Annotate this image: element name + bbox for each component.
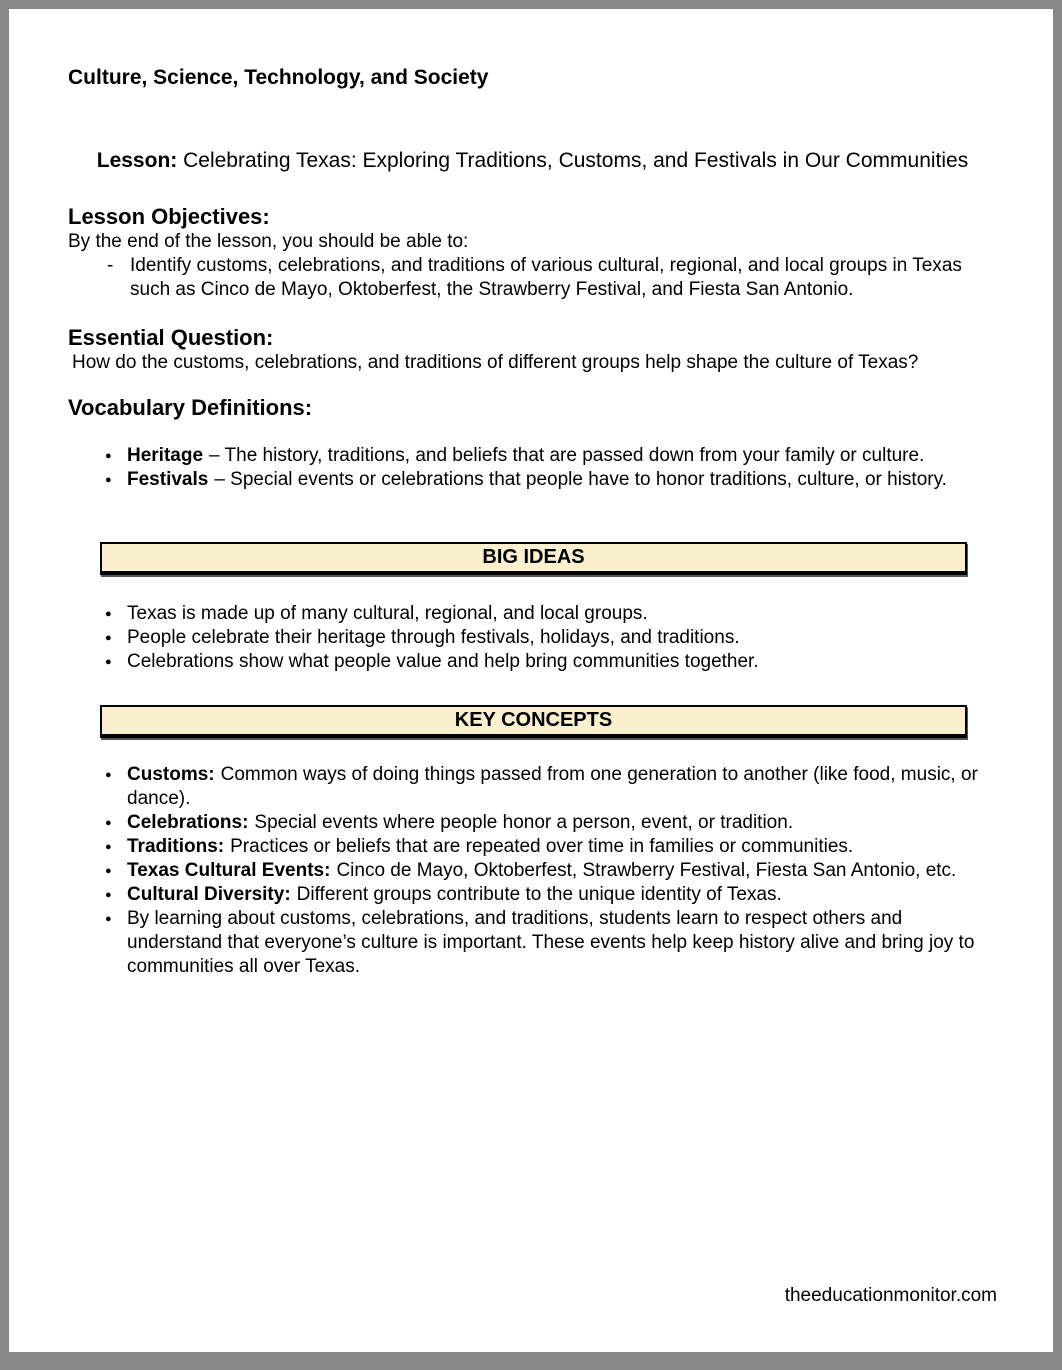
vocabulary-heading: Vocabulary Definitions: — [68, 395, 313, 420]
big-idea-text: People celebrate their heritage through festivals, holidays, and traditions. — [127, 627, 740, 648]
bullet-marker: ● — [105, 817, 112, 829]
big-idea-text: Celebrations show what people value and help bring communities together. — [127, 651, 759, 672]
list-item — [105, 883, 997, 907]
document-page — [9, 9, 1053, 1352]
vocab-definition: – The history, traditions, and beliefs that are passed down from your family or culture. — [209, 445, 925, 466]
list-item — [105, 444, 997, 468]
essential-question-heading: Essential Question: — [68, 325, 274, 350]
list-item — [105, 859, 997, 883]
list-item — [105, 763, 997, 811]
objective-text: Identify customs, celebrations, and traditions of various cultural, regional, and local groups in Texas such as Cinco de Mayo, Oktoberfest, the Strawberry Festival, and Fiesta San Antonio. — [130, 255, 962, 300]
essential-question-text: How do the customs, celebrations, and traditions of different groups help shape the culture of Texas? — [72, 352, 919, 373]
section-lesson-objectives — [68, 203, 997, 302]
list-item — [105, 650, 997, 674]
bullet-marker: ● — [105, 889, 112, 901]
list-item — [107, 254, 997, 302]
list-item — [105, 602, 997, 626]
bullet-marker: ● — [105, 913, 112, 925]
vocabulary-list — [68, 444, 997, 492]
big-ideas-banner: BIG IDEAS — [100, 542, 967, 575]
concept-definition: Practices or beliefs that are repeated over time in families or communities. — [230, 836, 854, 857]
bullet-marker: ● — [105, 608, 112, 620]
document-title: Culture, Science, Technology, and Society — [68, 66, 489, 89]
vocab-term: Festivals — [127, 469, 209, 490]
dash-marker: - — [107, 255, 114, 276]
big-idea-text: Texas is made up of many cultural, regional, and local groups. — [127, 603, 648, 624]
lesson-objectives-list — [68, 254, 997, 302]
lesson-title — [68, 146, 997, 176]
concept-definition: By learning about customs, celebrations, and traditions, students learn to respect others and understand that everyone’s culture is important. These events help keep history alive and bring joy to communities all over Texas. — [127, 908, 975, 977]
key-concepts-list — [68, 763, 997, 979]
bullet-marker: ● — [105, 450, 112, 462]
lesson-label: Lesson: — [96, 149, 178, 172]
key-concepts-banner: KEY CONCEPTS — [100, 705, 967, 738]
concept-definition: Cinco de Mayo, Oktoberfest, Strawberry Festival, Fiesta San Antonio, etc. — [336, 860, 957, 881]
concept-definition: Special events where people honor a person, event, or tradition. — [254, 812, 794, 833]
list-item — [105, 626, 997, 650]
list-item — [105, 468, 997, 492]
bullet-marker: ● — [105, 769, 112, 781]
section-vocabulary — [68, 394, 997, 492]
concept-definition: Common ways of doing things passed from one generation to another (like food, music, or dance). — [127, 764, 978, 809]
bullet-marker: ● — [105, 474, 112, 486]
lesson-objectives-heading: Lesson Objectives: — [68, 204, 270, 229]
page-content — [9, 9, 1053, 979]
concept-term: Traditions: — [127, 836, 225, 857]
concept-term: Celebrations: — [127, 812, 249, 833]
concept-definition: Different groups contribute to the unique identity of Texas. — [296, 884, 782, 905]
bullet-marker: ● — [105, 656, 112, 668]
list-item — [105, 907, 997, 979]
bullet-marker: ● — [105, 841, 112, 853]
lesson-objectives-intro: By the end of the lesson, you should be able to: — [68, 231, 469, 252]
concept-term: Cultural Diversity: — [127, 884, 291, 905]
bullet-marker: ● — [105, 632, 112, 644]
section-essential-question — [68, 324, 997, 375]
concept-term: Texas Cultural Events: — [127, 860, 331, 881]
vocab-term: Heritage — [127, 445, 204, 466]
big-ideas-list — [68, 602, 997, 674]
list-item — [105, 835, 997, 859]
footer-site-url: theeducationmonitor.com — [784, 1285, 997, 1306]
vocab-definition: – Special events or celebrations that people have to honor traditions, culture, or history. — [214, 469, 947, 490]
bullet-marker: ● — [105, 865, 112, 877]
lesson-title-text: Celebrating Texas: Exploring Traditions, Customs, and Festivals in Our Communities — [183, 149, 969, 172]
list-item — [105, 811, 997, 835]
concept-term: Customs: — [127, 764, 215, 785]
